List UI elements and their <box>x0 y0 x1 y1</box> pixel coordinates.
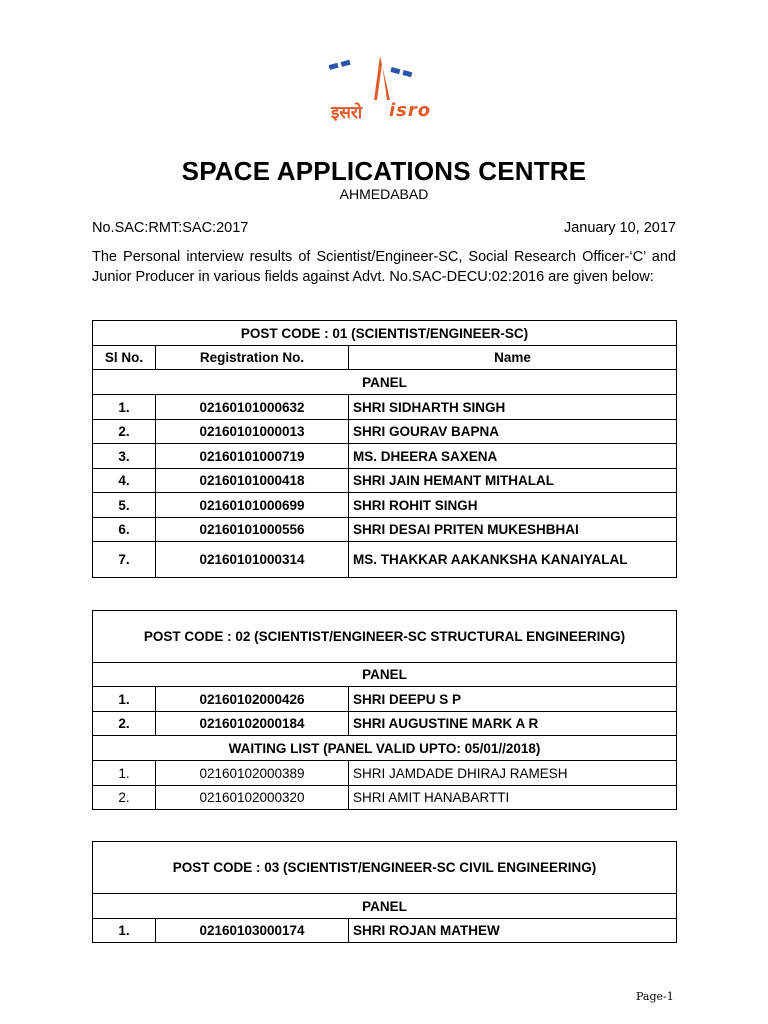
sl-cell: 6. <box>93 518 156 542</box>
registration-cell: 02160103000174 <box>156 919 349 943</box>
table-row <box>93 469 677 493</box>
sl-cell: 1. <box>93 687 156 712</box>
table-row <box>93 444 677 469</box>
table-title: POST CODE : 03 (SCIENTIST/ENGINEER-SC CIVIL ENGINEERING) <box>93 842 677 894</box>
table-title: POST CODE : 02 (SCIENTIST/ENGINEER-SC STRUCTURAL ENGINEERING) <box>93 611 677 663</box>
name-cell: MS. THAKKAR AAKANKSHA KANAIYALAL <box>349 542 677 578</box>
waiting-list-label: WAITING LIST (PANEL VALID UPTO: 05/01//2018) <box>93 736 677 761</box>
logo-hindi-text: इसरो <box>331 103 363 123</box>
sl-cell: 1. <box>93 919 156 943</box>
sl-cell: 1. <box>93 395 156 420</box>
page-title: SPACE APPLICATIONS CENTRE <box>181 156 587 186</box>
post-code-01-table <box>92 320 677 578</box>
isro-rocket-icon <box>325 50 440 102</box>
name-cell: MS. DHEERA SAXENA <box>349 444 677 469</box>
post-code-02-table <box>92 610 677 810</box>
logo-english-text: isro <box>389 100 432 121</box>
table-row <box>93 395 677 420</box>
column-header-name: Name <box>349 346 677 370</box>
registration-cell: 02160102000426 <box>156 687 349 712</box>
name-cell: SHRI ROJAN MATHEW <box>349 919 677 943</box>
sl-cell: 5. <box>93 493 156 518</box>
registration-cell: 02160101000314 <box>156 542 349 578</box>
name-cell: SHRI JAMDADE DHIRAJ RAMESH <box>349 761 677 786</box>
isro-wordmark <box>325 100 440 130</box>
reference-number: No.SAC:RMT:SAC:2017 <box>92 220 249 236</box>
table-row <box>93 712 677 736</box>
table-row <box>93 687 677 712</box>
name-cell: SHRI GOURAV BAPNA <box>349 420 677 444</box>
intro-paragraph: The Personal interview results of Scientist/Engineer-SC, Social Research Officer-‘C’ and Junior Producer in various fields against Advt. No.SAC-DECU:02:2016 are given below: <box>92 249 676 285</box>
sl-cell: 2. <box>93 420 156 444</box>
document-date: January 10, 2017 <box>563 220 676 236</box>
column-header-sl: Sl No. <box>93 346 156 370</box>
name-cell: SHRI SIDHARTH SINGH <box>349 395 677 420</box>
panel-label: PANEL <box>93 894 677 919</box>
table-row <box>93 786 677 810</box>
column-header-registration: Registration No. <box>156 346 349 370</box>
sl-cell: 4. <box>93 469 156 493</box>
table-row <box>93 761 677 786</box>
name-cell: SHRI ROHIT SINGH <box>349 493 677 518</box>
table-row <box>93 493 677 518</box>
post-code-03-table <box>92 841 677 943</box>
registration-cell: 02160101000699 <box>156 493 349 518</box>
registration-cell: 02160102000184 <box>156 712 349 736</box>
table-row <box>93 542 677 578</box>
name-cell: SHRI DESAI PRITEN MUKESHBHAI <box>349 518 677 542</box>
table-row <box>93 420 677 444</box>
sl-cell: 2. <box>93 712 156 736</box>
registration-cell: 02160101000719 <box>156 444 349 469</box>
registration-cell: 02160101000418 <box>156 469 349 493</box>
registration-cell: 02160101000013 <box>156 420 349 444</box>
name-cell: SHRI AUGUSTINE MARK A R <box>349 712 677 736</box>
sl-cell: 3. <box>93 444 156 469</box>
name-cell: SHRI AMIT HANABARTTI <box>349 786 677 810</box>
sl-cell: 7. <box>93 542 156 578</box>
page-number: Page-1 <box>636 990 674 1003</box>
registration-cell: 02160101000556 <box>156 518 349 542</box>
sl-cell: 1. <box>93 761 156 786</box>
page-subtitle: AHMEDABAD <box>339 186 429 202</box>
registration-cell: 02160102000320 <box>156 786 349 810</box>
panel-label: PANEL <box>93 663 677 687</box>
table-row <box>93 518 677 542</box>
table-row <box>93 919 677 943</box>
sl-cell: 2. <box>93 786 156 810</box>
registration-cell: 02160101000632 <box>156 395 349 420</box>
name-cell: SHRI DEEPU S P <box>349 687 677 712</box>
registration-cell: 02160102000389 <box>156 761 349 786</box>
panel-label: PANEL <box>93 370 677 395</box>
table-title: POST CODE : 01 (SCIENTIST/ENGINEER-SC) <box>93 321 677 346</box>
name-cell: SHRI JAIN HEMANT MITHALAL <box>349 469 677 493</box>
isro-logo <box>325 50 440 138</box>
